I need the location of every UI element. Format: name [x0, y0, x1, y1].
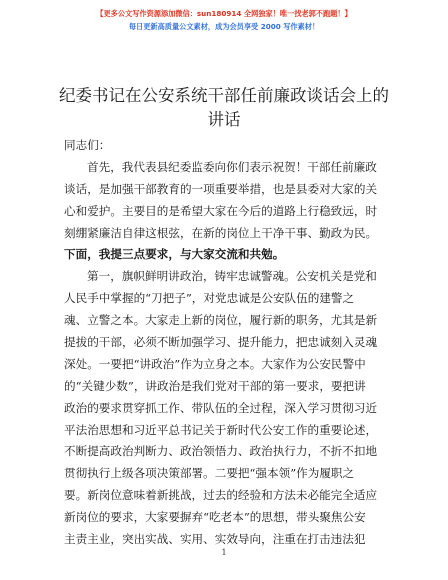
bold-heading-line: 下面，我提三点要求，与大家交流和共勉。 — [64, 247, 285, 262]
promo-banner-line-1: 【更多公文写作资源添加微信：sun180914 全网独家！唯一找老郭不跑题！】 — [96, 9, 352, 18]
paragraph-line: 提拔的干部，必须不断加强学习、提升能力，把忠诚刻入灵魂 — [64, 335, 378, 350]
paragraph-line: 魂、立警之本。大家走上新的岗位，履行新的职务，尤其是新 — [64, 313, 378, 328]
paragraph-line: 刻绷紧廉洁自律这根弦，在新的岗位上干净干事、勤政为民。 — [64, 225, 378, 240]
paragraph-line: 深处。一要把“讲政治”作为立身之本。大家作为公安民警中 — [64, 356, 366, 371]
paragraph-line: 第一，旗帜鲜明讲政治，铸牢忠诚警魂。公安机关是党和 — [87, 269, 377, 284]
document-title — [40, 84, 408, 132]
paragraph-line: 主责主业，突出实战、实用、实效导向，注重在打击违法犯 — [64, 532, 366, 547]
paragraph-line: 新岗位的要求，大家要摒弃“吃老本”的思想，带头聚焦公安 — [64, 510, 366, 525]
paragraph-line: 要。新岗位意味着新挑战，过去的经验和方法未必能完全适应 — [64, 488, 378, 503]
paragraph-line: 谈话，是加强干部教育的一项重要举措，也是县委对大家的关 — [64, 181, 378, 196]
salutation: 同志们： — [64, 138, 111, 152]
paragraph-line: 的“关键少数”，讲政治是我们党对干部的第一要求，要把讲 — [64, 378, 366, 393]
paragraph-line: 贯彻执行上级各项决策部署。二要把“强本领”作为履职之 — [64, 466, 355, 481]
promo-banner-line-2: 每日更新高质量公文素材，成为会员享受 2000 写作素材！ — [128, 22, 320, 31]
paragraph-line: 人民手中掌握的“刀把子”，对党忠诚是公安队伍的建警之 — [64, 291, 355, 306]
title-line-1: 纪委书记在公安系统干部任前廉政谈话会上的 — [59, 86, 389, 105]
title-line-2: 讲话 — [207, 110, 241, 129]
document-body — [64, 135, 394, 551]
paragraph-line: 平法治思想和习近平总书记关于新时代公安工作的重要论述， — [64, 422, 378, 437]
page-number: 1 — [221, 548, 227, 557]
paragraph-line: 政治的要求贯穿抓工作、带队伍的全过程，深入学习贯彻习近 — [64, 400, 378, 415]
paragraph-line: 心和爱护。主要目的是希望大家在今后的道路上行稳致远，时 — [64, 203, 378, 218]
paragraph-line: 不断提高政治判断力、政治领悟力、政治执行力，不折不扣地 — [64, 444, 378, 459]
paragraph-line: 首先，我代表县纪委监委向你们表示祝贺！干部任前廉政 — [87, 159, 377, 174]
